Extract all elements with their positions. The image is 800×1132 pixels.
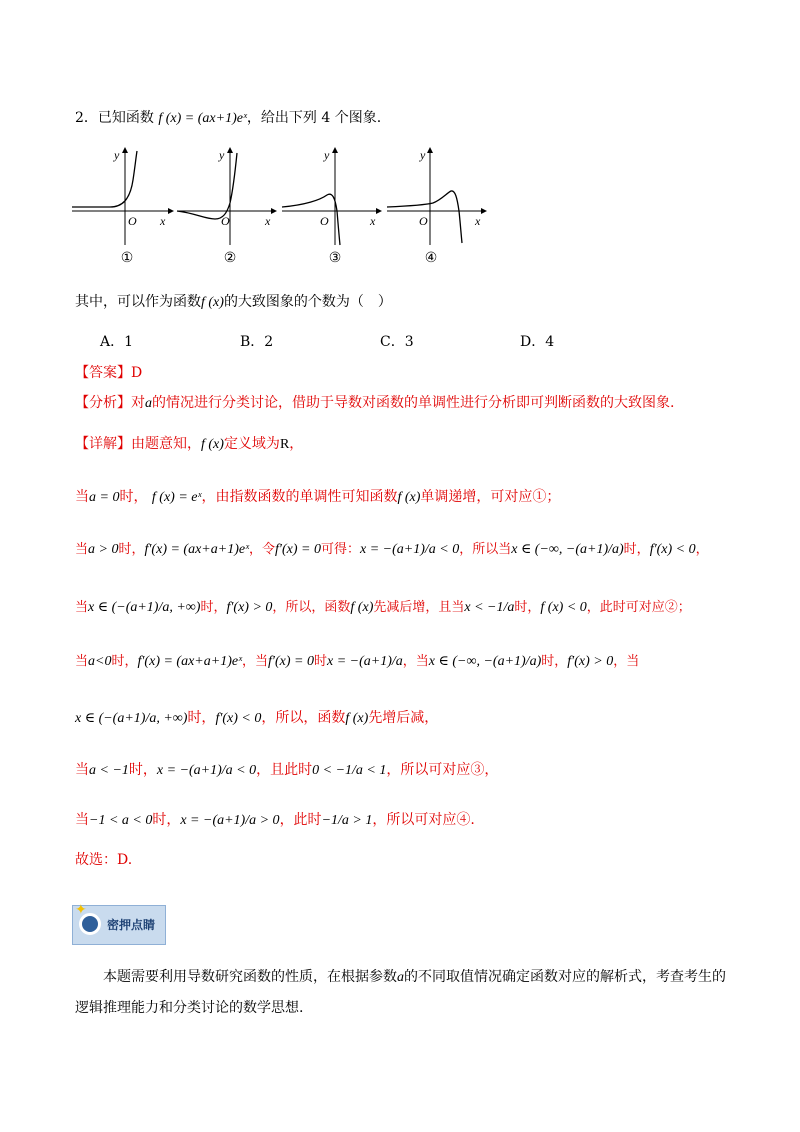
l1-m1: f (x) = eˣ	[151, 490, 202, 505]
l5-m2: f′(x) < 0	[215, 711, 262, 726]
graph-2-y-arrow	[227, 147, 233, 153]
graph-1-x-arrow	[168, 208, 174, 214]
l3-b: 时，	[200, 600, 227, 615]
l7-a: 当	[75, 812, 89, 828]
graph-3-curve	[282, 194, 340, 245]
graph-4-y-label: y	[420, 148, 426, 162]
l2-m2: f′(x) = 0	[275, 542, 321, 557]
detail-R: R	[279, 437, 290, 452]
detail-end: 故选：D.	[75, 852, 133, 868]
l3-m1: x ∈ (−(a+1)/a, +∞)	[88, 600, 201, 615]
l5-m1: x ∈ (−(a+1)/a, +∞)	[75, 711, 188, 726]
detail-text-1: 由题意知，	[131, 436, 201, 452]
graph-3-y-label: y	[324, 148, 330, 162]
options-row	[100, 332, 660, 352]
question2-function: f (x)	[201, 295, 224, 310]
l3-m2: f′(x) > 0	[226, 600, 273, 615]
graph-2-y-label: y	[219, 148, 225, 162]
graph-2-x-label: x	[265, 214, 271, 228]
tips-badge	[72, 902, 166, 945]
l3-m3: f (x)	[350, 600, 374, 615]
l5-m3: f (x)	[345, 711, 369, 726]
detail-line-6	[75, 760, 498, 781]
l4-f: 时，	[541, 654, 568, 669]
graph-1-y-label: y	[114, 148, 120, 162]
detail-line-0	[75, 434, 303, 455]
analysis-var: a	[145, 396, 152, 411]
graph-2-curve	[177, 153, 237, 219]
question-line	[75, 108, 381, 129]
question-line-2	[75, 292, 392, 313]
l2-b: 时，	[118, 542, 145, 557]
l5-c: 先增后减，	[368, 710, 439, 726]
l3-d: 先减后增，且当	[373, 600, 465, 615]
l7-m2: −1/a > 1	[321, 813, 373, 828]
l3-f: ，此时可对应②；	[586, 600, 691, 615]
l7-b: 时，	[152, 812, 181, 828]
l2-g: ，	[695, 542, 709, 557]
detail-text-2: 定义域为	[223, 436, 280, 452]
l3-a: 当	[75, 600, 89, 615]
graph-4-y-arrow	[427, 147, 433, 153]
l4-m3: x = −(a+1)/a	[327, 654, 403, 669]
question-number: 2．	[75, 110, 98, 126]
graph-3-x-arrow	[376, 208, 382, 214]
graph-3-origin: O	[320, 214, 329, 228]
graph-1-curve	[72, 151, 137, 207]
answer-line	[75, 363, 142, 383]
graph-1-x-label: x	[160, 214, 166, 228]
l6-d: ，所以可对应③，	[386, 762, 499, 778]
l2-e: ，所以当	[459, 542, 512, 557]
graph-4-x-label: x	[475, 214, 481, 228]
l6-b: 时，	[128, 762, 157, 778]
l4-e: ，当	[402, 654, 429, 669]
l2-a: 当	[75, 542, 89, 557]
analysis-text-2: 的情况进行分类讨论，借助于导数对函数的单调性进行分析即可判断函数的大致图象.	[152, 395, 675, 411]
l2-d: 可得：	[320, 542, 360, 557]
l1-m2: f (x)	[397, 490, 421, 505]
l2-cond: a > 0	[88, 542, 119, 557]
graph-2	[175, 145, 280, 250]
l6-m2: 0 < −1/a < 1	[312, 763, 387, 778]
l4-c: ，当	[242, 654, 269, 669]
question-function: f (x) = (ax+1)eˣ	[158, 111, 247, 126]
l7-c: ，此时	[279, 812, 322, 828]
detail-line-4	[75, 652, 639, 672]
l1-a: 当	[75, 489, 89, 505]
option-c[interactable]: C．3	[380, 334, 414, 350]
detail-f: f (x)	[201, 437, 224, 452]
l2-f: 时，	[623, 542, 650, 557]
graph-3	[280, 145, 385, 250]
l2-m1: f′(x) = (ax+a+1)eˣ	[144, 542, 250, 557]
detail-line-7	[75, 810, 475, 831]
graph-panel	[70, 145, 490, 270]
detail-line-1	[75, 487, 560, 508]
graph-3-y-arrow	[332, 147, 338, 153]
question-prefix: 已知函数	[97, 110, 154, 126]
option-d[interactable]: D．4	[520, 334, 555, 350]
graph-1-origin: O	[128, 214, 137, 228]
graph-2-origin: O	[221, 214, 230, 228]
l3-e: 时，	[514, 600, 541, 615]
l1-c: ，由指数函数的单调性可知函数	[201, 489, 398, 505]
graph-1-caption: ①	[120, 250, 134, 266]
question2-suffix: 的大致图象的个数为（ ）	[223, 294, 392, 310]
l4-a: 当	[75, 654, 89, 669]
summary-text-2: 的不同取值情况确定函数对应的解析式，考查考生的逻辑推理能力和分类讨论的数学思想.	[75, 969, 726, 1016]
graph-2-caption: ②	[223, 250, 237, 266]
answer-label: 【答案】	[75, 365, 131, 381]
l2-m4: x ∈ (−∞, −(a+1)/a)	[511, 542, 624, 557]
summary-text-1: 本题需要利用导数研究函数的性质，在根据参数	[103, 969, 397, 985]
l7-d: ，所以可对应④.	[372, 812, 475, 828]
l6-m1: x = −(a+1)/a < 0	[156, 763, 257, 778]
l2-m3: x = −(a+1)/a < 0	[360, 542, 460, 557]
l1-b: 时，	[119, 489, 148, 505]
summary-paragraph	[75, 962, 735, 1023]
detail-line-3	[75, 598, 691, 618]
question-suffix: ，给出下列 4 个图象.	[246, 110, 382, 126]
l6-cond: a < −1	[89, 763, 129, 778]
l5-b: ，所以，函数	[261, 710, 346, 726]
question2-prefix: 其中，可以作为函数	[75, 294, 201, 310]
l4-m2: f′(x) = 0	[268, 654, 314, 669]
analysis-line	[75, 393, 674, 414]
l7-cond: −1 < a < 0	[89, 813, 153, 828]
l3-c: ，所以，函数	[272, 600, 351, 615]
graph-4-caption: ④	[424, 250, 438, 266]
graph-4	[385, 145, 490, 250]
graph-4-x-arrow	[481, 208, 487, 214]
analysis-text-1: 对	[131, 395, 145, 411]
l1-cond: a = 0	[89, 490, 120, 505]
analysis-label: 【分析】	[75, 395, 131, 411]
l6-a: 当	[75, 762, 89, 778]
graph-4-origin: O	[419, 214, 428, 228]
l5-a: 时，	[187, 710, 216, 726]
answer-value: D	[131, 365, 143, 381]
l4-d: 时	[313, 654, 327, 669]
detail-label: 【详解】	[75, 436, 131, 452]
l6-c: ，且此时	[256, 762, 313, 778]
detail-line-5	[75, 708, 438, 729]
graph-2-x-arrow	[271, 208, 277, 214]
summary-var: a	[397, 970, 404, 985]
option-b[interactable]: B．2	[240, 334, 274, 350]
option-a[interactable]: A．1	[100, 334, 134, 350]
graph-1	[70, 145, 175, 250]
l4-m4: x ∈ (−∞, −(a+1)/a)	[428, 654, 542, 669]
detail-text-3: ，	[289, 436, 304, 452]
l4-g: ，当	[613, 654, 640, 669]
graph-3-caption: ③	[328, 250, 342, 266]
l2-m5: f′(x) < 0	[649, 542, 696, 557]
l4-m1: f′(x) = (ax+a+1)eˣ	[137, 654, 243, 669]
l4-m5: f′(x) > 0	[567, 654, 614, 669]
detail-line-2	[75, 540, 709, 560]
l7-m1: x = −(a+1)/a > 0	[180, 813, 280, 828]
graph-1-y-arrow	[122, 147, 128, 153]
graph-3-x-label: x	[370, 214, 376, 228]
l3-m4: x < −1/a	[464, 600, 515, 615]
star-icon: ✦	[75, 902, 87, 918]
l4-b: 时，	[111, 654, 138, 669]
badge-text: 密押点睛	[107, 918, 156, 932]
l3-m5: f (x) < 0	[540, 600, 587, 615]
l1-d: 单调递增，可对应①；	[420, 489, 561, 505]
l4-cond: a<0	[88, 654, 112, 669]
l2-c: ，令	[249, 542, 276, 557]
